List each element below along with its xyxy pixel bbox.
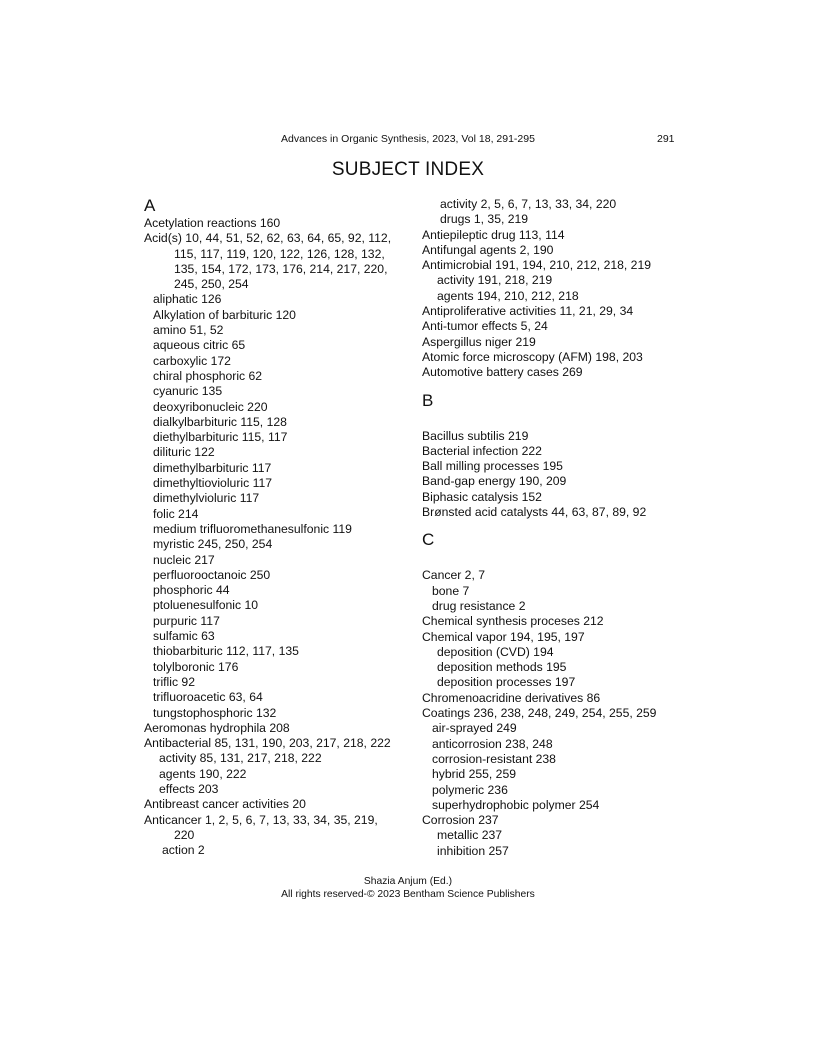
index-subentry: Alkylation of barbituric 120 [153, 307, 296, 322]
index-entry: Bacillus subtilis 219 [422, 428, 529, 443]
index-subentry: tolylboronic 176 [153, 659, 239, 674]
index-entry: Antifungal agents 2, 190 [422, 242, 554, 257]
index-subentry: agents 194, 210, 212, 218 [437, 288, 579, 303]
section-letter-b: B [422, 390, 434, 410]
index-subentry: polymeric 236 [432, 782, 508, 797]
index-subentry: dimethylbarbituric 117 [153, 460, 272, 475]
page-footer [0, 875, 816, 901]
editor-credit: Shazia Anjum (Ed.) [363, 876, 453, 887]
index-entry: Bacterial infection 222 [422, 443, 542, 458]
index-entry: Chemical synthesis proceses 212 [422, 614, 604, 629]
index-entry: Anti-tumor effects 5, 24 [422, 319, 548, 334]
page-title: SUBJECT INDEX [331, 159, 485, 180]
index-subentry: drugs 1, 35, 219 [440, 212, 529, 227]
index-entry: Corrosion 237 [422, 813, 499, 828]
index-subentry: purpuric 117 [153, 613, 220, 628]
index-entry: Antimicrobial 191, 194, 210, 212, 218, 219 [422, 258, 652, 273]
index-subentry: carboxylic 172 [153, 353, 231, 368]
copyright-notice: All rights reserved-© 2023 Bentham Science Publishers [281, 889, 535, 900]
index-subentry: dialkylbarbituric 115, 128 [153, 414, 287, 429]
index-entry: Automotive battery cases 269 [422, 365, 583, 380]
index-entry-continuation: 115, 117, 119, 120, 122, 126, 128, 132, [174, 246, 385, 261]
index-entry: Cancer 2, 7 [422, 568, 486, 583]
index-entry-continuation: 220 [174, 827, 195, 842]
index-entry: Aeromonas hydrophila 208 [144, 720, 290, 735]
index-subentry: nucleic 217 [153, 552, 215, 567]
index-subentry: hybrid 255, 259 [432, 767, 517, 782]
index-entry: Aspergillus niger 219 [422, 334, 536, 349]
index-subentry: anticorrosion 238, 248 [432, 736, 553, 751]
index-subentry: trifluoroacetic 63, 64 [153, 690, 263, 705]
index-subentry: folic 214 [153, 506, 199, 521]
page-number: 291 [657, 133, 675, 145]
index-entry: Brønsted acid catalysts 44, 63, 87, 89, 92 [422, 505, 647, 520]
index-subentry: activity 2, 5, 6, 7, 13, 33, 34, 220 [440, 197, 617, 211]
section-letter-a: A [144, 196, 156, 215]
index-subentry: action 2 [162, 843, 205, 858]
index-subentry: cyanuric 135 [153, 384, 223, 399]
index-subentry: deoxyribonucleic 220 [153, 399, 268, 414]
index-subentry: activity 85, 131, 217, 218, 222 [159, 751, 322, 766]
index-subentry: ptoluenesulfonic 10 [153, 598, 259, 613]
index-column-left [144, 196, 404, 858]
index-subentry: air-sprayed 249 [432, 721, 517, 736]
index-entry-continuation: 135, 154, 172, 173, 176, 214, 217, 220, [174, 261, 388, 276]
index-subentry: bone 7 [432, 583, 470, 598]
section-letter-c: C [422, 530, 435, 550]
index-entry: Antiepileptic drug 113, 114 [422, 227, 565, 242]
running-header [0, 133, 816, 147]
index-subentry: chiral phosphoric 62 [153, 368, 263, 383]
index-subentry: deposition processes 197 [437, 675, 576, 690]
index-subentry: aliphatic 126 [153, 292, 222, 307]
index-subentry: dimethylvioluric 117 [153, 491, 260, 506]
index-subentry: superhydrophobic polymer 254 [432, 797, 600, 812]
index-subentry: triflic 92 [153, 674, 195, 689]
index-entry: Acid(s) 10, 44, 51, 52, 62, 63, 64, 65, 92, 112, [144, 231, 392, 246]
index-subentry: deposition methods 195 [437, 660, 567, 675]
index-entry: Chemical vapor 194, 195, 197 [422, 629, 585, 644]
index-subentry: medium trifluoromethanesulfonic 119 [153, 521, 352, 536]
index-column-right [422, 197, 692, 859]
index-entry: Acetylation reactions 160 [144, 216, 281, 230]
index-subentry: corrosion-resistant 238 [432, 751, 556, 766]
index-subentry: diethylbarbituric 115, 117 [153, 430, 288, 445]
index-subentry: myristic 245, 250, 254 [153, 537, 273, 552]
journal-citation: Advances in Organic Synthesis, 2023, Vol 18, 291-295 [281, 133, 535, 145]
index-entry: Anticancer 1, 2, 5, 6, 7, 13, 33, 34, 35, 219, [144, 812, 378, 827]
index-subentry: inhibition 257 [437, 843, 509, 858]
index-subentry: activity 191, 218, 219 [437, 273, 553, 288]
index-subentry: deposition (CVD) 194 [437, 644, 554, 659]
index-entry-continuation: 245, 250, 254 [174, 277, 249, 292]
index-entry: Ball milling processes 195 [422, 459, 563, 474]
index-entry: Chromenoacridine derivatives 86 [422, 690, 601, 705]
index-subentry: aqueous citric 65 [153, 338, 246, 353]
index-subentry: dilituric 122 [153, 445, 215, 460]
index-subentry: drug resistance 2 [432, 598, 526, 613]
index-entry: Atomic force microscopy (AFM) 198, 203 [422, 349, 643, 364]
index-entry: Coatings 236, 238, 248, 249, 254, 255, 259 [422, 706, 657, 721]
index-entry: Antibreast cancer activities 20 [144, 797, 306, 812]
index-subentry: metallic 237 [437, 828, 503, 843]
index-subentry: perfluorooctanoic 250 [153, 567, 271, 582]
index-entry: Antiproliferative activities 11, 21, 29, 34 [422, 304, 634, 319]
index-entry: Band-gap energy 190, 209 [422, 474, 567, 489]
index-subentry: amino 51, 52 [153, 323, 224, 338]
index-subentry: sulfamic 63 [153, 629, 215, 644]
index-subentry: effects 203 [159, 781, 219, 796]
index-subentry: dimethyltiovioluric 117 [153, 476, 272, 491]
index-subentry: agents 190, 222 [159, 766, 247, 781]
index-entry: Antibacterial 85, 131, 190, 203, 217, 218, 222 [144, 736, 391, 751]
index-entry: Biphasic catalysis 152 [422, 489, 542, 504]
index-subentry: phosphoric 44 [153, 583, 230, 598]
index-subentry: thiobarbituric 112, 117, 135 [153, 644, 299, 659]
index-subentry: tungstophosphoric 132 [153, 705, 277, 720]
